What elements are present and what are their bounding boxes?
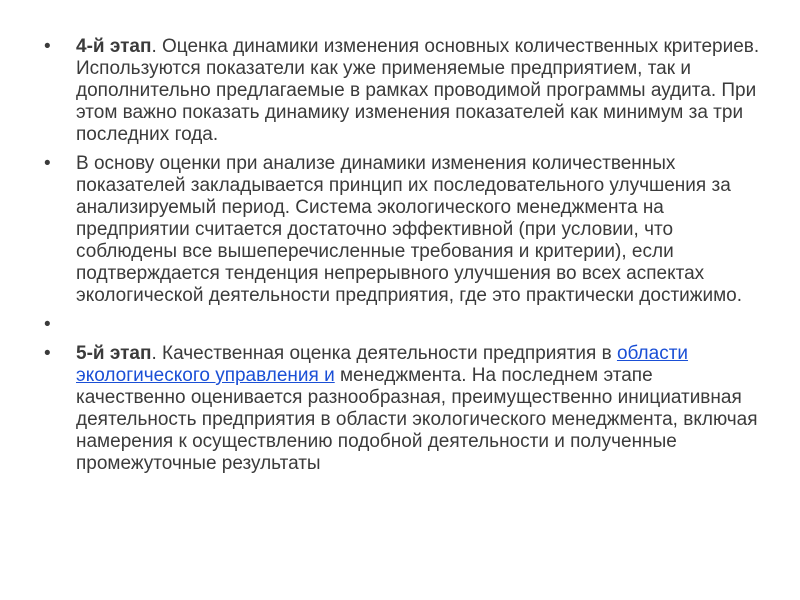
bullet-empty	[40, 314, 760, 336]
stage-5-text-after: менеджмента. На последнем этапе качественно оценивается разнообразная, преимущественно инициативная деятельность предприятия в области экологического менеджмента, включая намерения к осуществлению подобной деятельности и полученные промежуточные результаты	[76, 365, 758, 474]
bullet-list	[40, 36, 760, 482]
stage-4-text: . Оценка динамики изменения основных количественных критериев. Используются показатели как уже применяемые предприятием, так и дополнительно предлагаемые в рамках проводимой программы аудита. При этом важно показать динамику изменения показателей как минимум за три последних года.	[76, 36, 760, 145]
bullet-marker: •	[44, 36, 51, 57]
bullet-marker: •	[44, 343, 51, 364]
bullet-stage-4	[40, 36, 760, 146]
stage-5-label: 5-й этап	[76, 343, 152, 364]
stage-4-label: 4-й этап	[76, 36, 152, 57]
bullet-marker: •	[44, 314, 51, 335]
assessment-principle-text: В основу оценки при анализе динамики изменения количественных показателей закладывается принцип их последовательного улучшения за анализируемый период. Система экологического менеджмента на предприятии считается достаточно эффективной (при условии, что соблюдены все вышеперечисленные требования и критерии), если подтверждается тенденция непрерывного улучшения во всех аспектах экологической деятельности предприятия, где это практически достижимо.	[76, 153, 743, 306]
stage-5-text-before: . Качественная оценка деятельности предприятия в	[151, 343, 617, 364]
environmental-management-link[interactable]: области экологического управления и	[76, 343, 689, 386]
bullet-marker: •	[44, 153, 51, 174]
bullet-assessment-principle	[40, 153, 760, 307]
bullet-stage-5	[40, 343, 760, 475]
